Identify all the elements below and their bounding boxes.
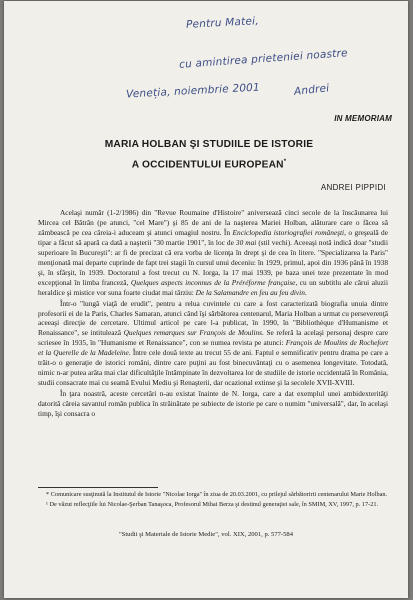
publication-reference (44, 531, 374, 538)
italic-title-text: 30 mai (235, 237, 257, 247)
publication-source: "Studii şi Materiale de Istorie Medie", vol. XIX, 2001, p. 577-584 (118, 531, 294, 538)
footnote: ¹ De văzut reflecţiile lui Nicolae-Şerban Tanaşoca, Profesorul Mihai Berza şi destinul generaţiei sale, în SMIM, XV, 1997, p. 17-21. (46, 501, 379, 509)
article-author: ANDREI PIPPIDI (320, 183, 386, 192)
italic-title-text: Quelques aspects inconnus de la Préréforme française (130, 277, 296, 287)
handwritten-dedication-line-1: Pentru Matei, (185, 15, 260, 31)
italic-title-text: François de Moulins de Rochefort et la Querelle de la Madeleine (38, 338, 388, 358)
paragraph-text: Acelaşi număr (1-2/1986) din "Revue Roumaine d'Histoire" aniversează cinci secole de la înscăunarea lui Mircea cel Bătrân (pe atunci, "cel Mare") şi 85 de ani de la naşterea Mariei Holban, alăturare care o făcea să zâmbească pe cea căreia-i aduceam şi atunci omagiul nostru. În (38, 208, 388, 237)
body-paragraph (38, 389, 388, 419)
paragraph-text: . Se referă la acelaşi personaj despre care scriesee în 1935, în "Humanisme et Renaissance", con se numea revista pe atunci: (38, 328, 388, 348)
italic-title-text: Quelques remarques sur François de Moulins (123, 328, 263, 338)
italic-title-text: Enciclopedia istoriografiei româneşti (232, 227, 345, 237)
body-paragraph (38, 208, 388, 298)
handwritten-signature: Andrei (293, 82, 330, 98)
paragraph-text: În ţara noastră, aceste cercetări n-au existat înainte de N. Iorga, care a dat exemplul unei ambidexterităţi datorită căreia savantul român publica în străinătate pe subiecte de istorie pe care o numim "universală", dar, în acelaşi timp, îşi consacra o (38, 389, 388, 419)
article-body (38, 208, 388, 420)
paragraph-text: (stil vechi). Aceeaşi notă indică doar "studii superioare în Bucureşti": ar fi de precizat că era vorba de licenţa în drept şi de cea în litere. "Specializarea la Paris" menţionată mai departe cuprinde de fapt trei stagii în cursul unui deceniu: în 1929, primul, apoi din 1936 până în 1938 şi, în sfârşit, în 1939. Doctoratul a fost trecut cu N. Iorga, la 17 mai 1939, pe baza unei teze prezentate în mod excepţional în limba franceză, (38, 237, 388, 287)
paragraph-text: Într-o "lungă viaţă de erudit", pentru a relua cuvintele cu care a fost caracterizată biografia unuia dintre profesorii ei de la Paris, Charles Samaran, atunci când îşi sărbătorea centenarul, Maria Holban a urmat cu perseverenţă aceeaşi direcţie de cercetare. Ultimul articol pe care l-a publicat, în 1990, în "Bibliothèque d'Humanisme et Renaissance", se intitulează (38, 298, 388, 338)
document-page (4, 1, 408, 598)
article-title-line-2 (44, 159, 374, 170)
handwritten-dedication-line-2: cu amintirea prieteniei noastre (178, 47, 349, 71)
section-label: IN MEMORIAM (334, 114, 392, 123)
handwritten-place-date: Veneția, noiembrie 2001 (125, 81, 261, 101)
article-title-line-1: MARIA HOLBAN ŞI STUDIILE DE ISTORIE (104, 139, 314, 150)
paragraph-text: . Între cele două texte au trecut 55 de ani. Faptul e semnificativ pentru drama pe care a trăit-o o generaţie de istorici români, dintre care puţini au fost binecuvântaţi cu o asemenea longevitate. Totodată, nimic n-ar putea arăta mai clar dificultăţile întâmpinate în dezvoltarea lor de studiile de istorie occidentală în România, studii consacrate mai cu seamă Evului Mediu şi Renaşterii, dar ocazional extinse şi la secolele XVII-XVIII. (38, 348, 389, 388)
paragraph-text: , o greşeală de tipar a făcut să apară ca dată a naşterii "30 martie 1901", în loc de (38, 227, 388, 247)
footnotes (38, 491, 388, 512)
title-footnote-mark: * (283, 159, 287, 165)
paragraph-text: , cu un subtitlu ale cărui aluzii heraldice şi mistice vor suna foarte ciudat mai târziu: (38, 277, 389, 297)
footnote: * Comunicare susţinută la Institutul de Istorie "Nicolae Iorga" în ziua de 20.03.2001, cu prilejul sărbătoririi centenarului Marie Holban. (46, 491, 388, 498)
footnote-divider (38, 487, 158, 488)
body-paragraph (38, 299, 388, 389)
paragraph-text: . (304, 287, 307, 297)
italic-title-text: De la Salamandre en feu au feu divin (195, 287, 305, 297)
article-title-text: A OCCIDENTULUI EUROPEAN (131, 159, 284, 171)
